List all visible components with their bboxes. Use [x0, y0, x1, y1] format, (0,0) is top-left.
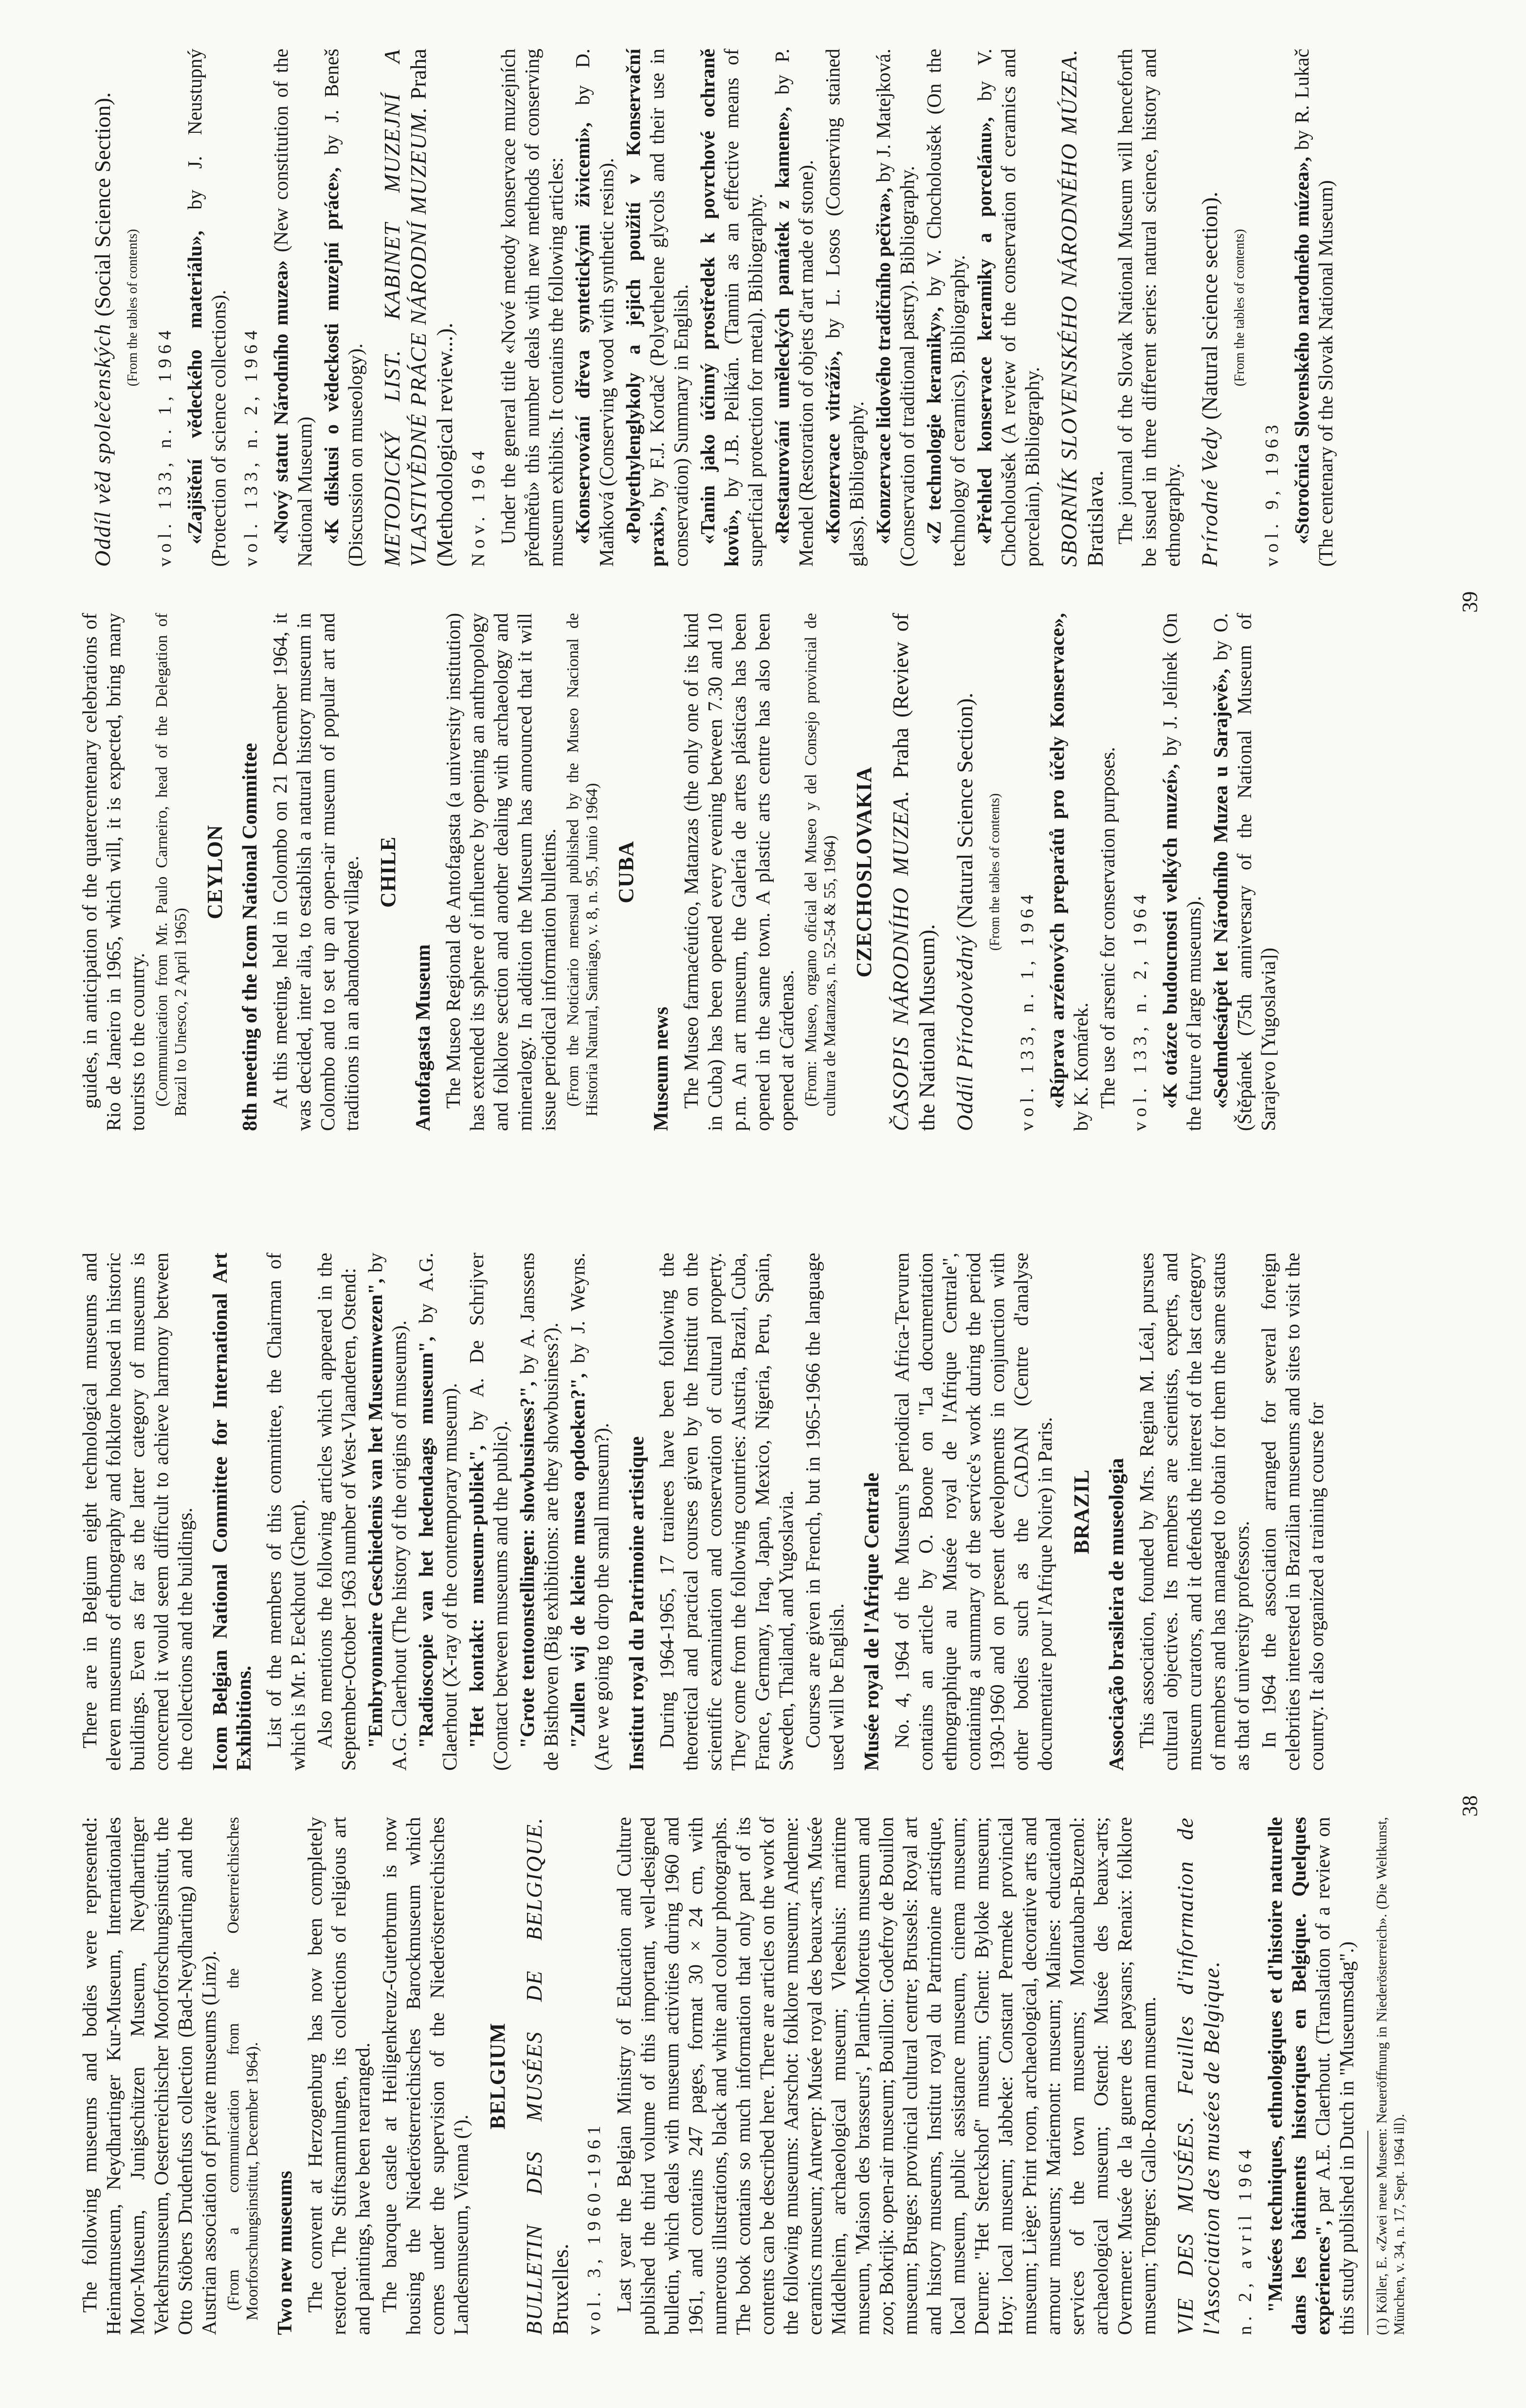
volume-line: vol. 133, n. 1, 1964: [155, 325, 175, 567]
section-heading: Two new museums: [274, 2171, 296, 2335]
paragraph: List of the members of this committee, the Chairman of which is Mr. P. Eeckhout (Ghent).: [263, 1253, 309, 1771]
volume-line: n. 2, avril 1964: [1235, 2144, 1255, 2335]
article-entry: «Tanin jako účinný prostředek k povrchové ochraně kovů», by J.B. Pelikán. (Tannin as an effective means of superficial protection for metal). Bibliography.: [696, 49, 766, 567]
publication-title: SBORNÍK SLOVENSKÉHO NÁRODNÉHO MÚZEA. Bratislava.: [1056, 49, 1108, 567]
article-entry: «Konzervace lidového tradičního pečiva», by J. Matejková. (Conservation of traditional pastry). Bibliography.: [872, 49, 918, 567]
paragraph: At this meeting, held in Colombo on 21 December 1964, it was decided, inter alia, to establish a natural history museum in Colombo and to set up an open-air museum of popular art and traditions in an abandoned village.: [269, 613, 363, 1131]
article-entry: «Sedmdesátpět let Národního Muzea u Sarajevě», by O.(Štěpánek (75th anniversary of the National Museum of Sarajevo [Yugoslavia]): [1209, 613, 1279, 1131]
paragraph: The convent at Herzogenburg has now been completely restored. The Stiftsammlungen, its collections of religious art and paintings, have been rearranged.: [304, 1817, 374, 2335]
article-entry: «Konzervace vitráží», by L. Losos (Conserving stained glass). Bibliography.: [821, 49, 868, 567]
article-entry: "Musées techniques, ethnologiques et d'histoire naturelle dans les bâtiments historiques en Belgique. Quelques expériences", par A.E. Claerhout. (Translation of a review on this study published in Dutch in "Museumsdag".): [1264, 1817, 1358, 2335]
right-page-columns: [78, 49, 1419, 1131]
right-column-2: [78, 49, 1419, 567]
paragraph: The journal of the Slovak National Museum will henceforth be issued in three different series: natural science, history and ethnography.: [1114, 49, 1184, 567]
article-entry: «Polyethylenglykoly a jejich použití v Konservační praxi», by F.J. Kordač (Polyethelene glycols and their use in conservation) Summary in English.: [622, 49, 692, 567]
left-column-2: [78, 1253, 1419, 1771]
left-column-1: [78, 1817, 1419, 2335]
article-entry: «Storočnica Slovenského narodného múzea», by R. Lukač (The centenary of the Slovak National Museum): [1290, 49, 1337, 567]
paragraph: During 1964-1965, 17 trainees have been following the theoretical and practical courses given by the Institut on the scientific examination and conservation of cultural property. They come from the following countries: Austria, Brazil, Cuba, France, Germany, Iraq, Japan, Mexico, Nigeria, Peru, Spain, Sweden, Thailand, and Yugoslavia.: [655, 1253, 797, 1771]
paragraph: The use of arsenic for conservation purposes.: [1096, 747, 1119, 1109]
article-entry: "Grote tentoonstellingen: showbusiness?", by A. Janssens de Bisthoven (Big exhibitions: are they showbusiness?).: [516, 1253, 562, 1771]
article-entry: «Nový statut Národního muzea» (New constitution of the National Museum): [270, 49, 316, 567]
article-entry: «Ríprava arzénových preparátů pro účely Konservace», by K. Komárek.: [1046, 613, 1092, 1131]
country-heading: BRAZIL: [1070, 1469, 1093, 1554]
article-entry: "Het kontakt: museum-publiek", by A. De Schrijver (Contact between museums and the public).: [465, 1253, 511, 1771]
section-heading: Icom Belgian National Committee for International Art Exhibitions.: [209, 1253, 255, 1771]
page-number: 39: [1458, 591, 1482, 613]
paragraph: guides, in anticipation of the quatercentenary celebrations of Rio de Janeiro in 1965, which will, it is expected, bring many tourists to the country.: [78, 613, 148, 1131]
publication-title: VIE DES MUSÉES. Feuilles d'information de l'Association des musées de Belgique.: [1173, 1817, 1224, 2335]
right-column-1: [78, 613, 1419, 1131]
section-heading: Musée royal de l'Afrique Centrale: [861, 1473, 883, 1771]
footnote-rule: [1367, 2131, 1368, 2335]
source-note: (Communication from Mr. Paulo Carneiro, head of the Delegation of Brazil to Unesco, 2 April 1965): [153, 613, 190, 1116]
paragraph: No. 4, 1964 of the Museum's periodical Africa-Tervuren contains an article by O. Boone on "La documentation ethnographique au Musée royal de l'Afrique Centrale", containing a summary of the service's work during the period 1930-1960 and on present developments in conjunction with other bodies such as the CADAN (Centre d'analyse documentaire pour l'Afrique Noire) in Paris.: [890, 1253, 1056, 1771]
publication-subtitle: Prírodné Vedy (Natural science section).: [1197, 192, 1222, 567]
publication-subtitle: Oddíl věd společenských (Social Science Section).: [90, 92, 115, 567]
publication-title: ČASOPIS NÁRODNÍHO MUZEA. Praha (Review of the National Museum).: [888, 613, 939, 1131]
volume-line: Nov. 1964: [468, 446, 489, 567]
volume-line: vol. 133, n. 2, 1964: [241, 325, 261, 567]
paragraph: In 1964 the association arranged for several foreign celebrities interested in Brazilian museums and sites to visit the country. It also organized a training course for: [1257, 1253, 1327, 1771]
volume-line: vol. 9, 1963: [1262, 420, 1282, 567]
paragraph: Last year the Belgian Ministry of Education and Culture published the third volume of this important, well-designed bulletin, which deals with museum activities during 1960 and 1961, and contains 247 pages, format 30 × 24 cm, with numerous illustrations, black and white and colour photographs. The book contains so much information that only part of its contents can be described here. There are articles on the work of the following museums: Aarschot: folklore museum; Andenne: ceramics museum; Antwerp: Musée royal des beaux-arts, Musée Middelheim, archaeological museum; Vleeshuis: maritime museum, 'Maison des brasseurs', Plantin-Moretus museum and zoo; Bokrijk: open-air museum; Bouillon: Godefroy de Bouillon museum; Bruges: provincial cultural centre; Brussels: Royal art and history museums, Institut royal du Patrimoine artistique, local museum, public assistance museum, cinema museum; Deurne: "Het Sterckshof" museum; Ghent: Byloke museum; Hoy: local museum; Jabbeke: Constant Permeke provincial museum; Liège: Print room, archaeological, decorative arts and armour museums; Mariemont: museum; Malines: educational services of the town museums; Montauban-Buzenol: archaeological museum; Ostend: Musée des beaux-arts; Overmere: Musée de la guerre des paysans; Renaix: folklore museum; Tongres: Gallo-Roman museum.: [613, 1817, 1160, 2335]
paragraph: Under the general title «Nové metody konservace muzejních předmětů» this number deals with new methods of conserving museum exhibits. It contains the following articles:: [497, 49, 567, 567]
article-entry: "Embryonnaire Geschiedenis van het Museumwezen", by A.G. Claerhout (The history of the origins of museums).: [364, 1253, 410, 1771]
toc-note: (From the tables of contents): [1232, 229, 1247, 387]
volume-line: vol. 133, n. 2, 1964: [1130, 890, 1150, 1131]
article-entry: «Přehled konservace keramiky a porcelánu», by V. Chocholoušek (A review of the conservation of ceramics and porcelain). Bibliography.: [973, 49, 1043, 567]
publication-subtitle: Oddíl Přírodovědný (Natural Science Section).: [952, 692, 977, 1131]
source-note: (From the Noticiario mensual published by the Museo Nacional de Historia Natural, Santiago, v. 8, n. 95, Junio 1964): [564, 613, 601, 1116]
paragraph: The baroque castle at Heiligenkreuz-Guterbrunn is now housing the Niederösterreichisches Barockmuseum which comes under the supervision of the Niederösterreichisches Landesmuseum, Vienna (¹).: [378, 1817, 472, 2335]
toc-note: (From the tables of contents): [125, 229, 140, 387]
left-page: [0, 1204, 1526, 2408]
country-heading: CUBA: [614, 841, 638, 903]
publication-title: METODICKÝ LIST. KABINET MUZEJNÍ A VLASTIVĚDNÉ PRÁCE NÁRODNÍ MUZEUM. Praha (Methodological review...).: [380, 49, 457, 567]
source-note: (From: Museo, organo oficial del Museo y del Consejo provincial de cultura de Matanzas, n. 52-54 & 55, 1964): [802, 613, 839, 1116]
article-entry: "Radioscopie van het hedendaags museum", by A.G. Claerhout (X-ray of the contemporary museum).: [415, 1253, 461, 1771]
section-heading: Antofagasta Museum: [412, 944, 435, 1131]
paragraph: There are in Belgium eight technological museums and eleven museums of ethnography and folklore housed in historic buildings. Even as far as the latter category of museums is concerned it would seem difficult to achieve harmony between the collections and the buildings.: [78, 1253, 196, 1771]
country-heading: CHILE: [376, 836, 400, 908]
country-heading: CEYLON: [203, 825, 227, 919]
article-entry: «Restaurování uměleckých památek z kamene», by P. Mendel (Restoration of objets d'art made of stone).: [771, 49, 817, 567]
footnote: (1) Köller, E. «Zwei neue Museen: Neueröffnung in Niederösterreich». (Die Weltkunst, München, v. 34, n. 17, Sept. 1964 ill).: [1374, 1817, 1407, 2335]
volume-line: vol. 3, 1960-1961: [584, 2120, 604, 2335]
paragraph: The Museo farmacéutico, Matanzas (the only one of its kind in Cuba) has been opened every evening between 7.30 and 10 p.m. An art museum, the Galería de artes plásticas has been opened in the same town. A plastic arts centre has also been opened at Cárdenas.: [680, 613, 798, 1131]
paragraph: Also mentions the following articles which appeared in the September-October 1963 number of West-Vlaanderen, Ostend:: [313, 1253, 360, 1771]
article-entry: «Konservování dřeva syntetickými živicemi», by D. Maňková (Conserving wood with synthetic resins).: [571, 49, 618, 567]
paragraph: Courses are given in French, but in 1965-1966 the language used will be English.: [801, 1253, 848, 1771]
section-heading: Museum news: [650, 1006, 672, 1131]
source-note: (From a communication from the Oesterreichisches Moorforschungsinstitut, December 1964).: [224, 1817, 261, 2320]
article-entry: «Z technologie keramiky», by V. Chocholoušek (On the technology of ceramics). Bibliography.: [923, 49, 969, 567]
article-entry: «K diskusi o vědeckosti muzejní práce», by J. Beneš (Discussion on museology).: [320, 49, 366, 567]
paragraph: This association, founded by Mrs. Regina M. Léal, pursues cultural objectives. Its members are scientists, experts, and museum curators, and it defends the interest of the last category of members and has managed to obtain for them the same status as that of university professors.: [1135, 1253, 1253, 1771]
country-heading: BELGIUM: [486, 2022, 509, 2130]
page-number: 38: [1458, 1795, 1482, 1817]
publication-title: BULLETIN DES MUSÉES DE BELGIQUE. Bruxelles.: [522, 1817, 573, 2335]
paragraph: The following museums and bodies were represented: Heimatmuseum, Neydhartinger Kur-Museum, Internationales Moor-Museum, Junigschützen Museum, Neydhartinger Verkehrsmuseum, Oesterreichischer Moorforschungsinstitut, the Otto Stöbers Drudenfuss collection (Bad-Neydharting) and the Austrian association of private museums (Linz).: [78, 1817, 220, 2335]
article-entry: "Zullen wij de kleine musea opdoeken?", by J. Weyns. (Are we going to drop the small museum?).: [566, 1253, 613, 1771]
toc-note: (From the tables of contents): [987, 793, 1002, 951]
country-heading: CZECHOSLOVAKIA: [852, 766, 876, 978]
left-page-columns: [78, 1253, 1419, 2335]
section-heading: Institut royal du Patrimoine artistique: [626, 1436, 648, 1771]
paragraph: The Museo Regional de Antofagasta (a university institution) has extended its sphere of influence by opening an anthropology and folklore section and another dealing with archaeology and mineralogy. In addition the Museum has announced that it will issue periodical information bulletins.: [442, 613, 560, 1131]
section-heading: Associação brasileira de museologia: [1106, 1458, 1128, 1771]
section-heading: 8th meeting of the Icom National Committee: [239, 743, 261, 1131]
article-entry: «Zajištění vědeckého materiálu», by J. Neustupný (Protection of science collections).: [183, 49, 230, 567]
volume-line: vol. 133, n. 1, 1964: [1017, 890, 1037, 1131]
article-entry: «K otázce budoucnosti velkých muzeí», by J. Jelínek (On the future of large museums).: [1159, 613, 1205, 1131]
